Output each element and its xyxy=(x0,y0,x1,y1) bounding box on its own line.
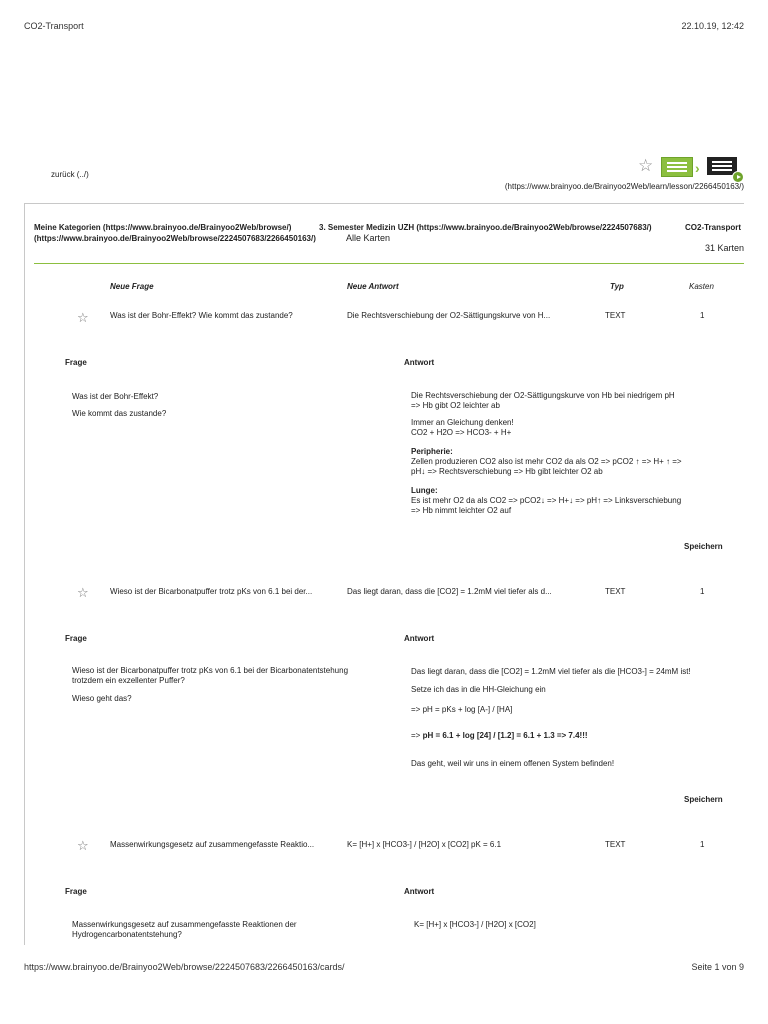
answer-line: Das liegt daran, dass die [CO2] = 1.2mM viel tiefer als die [HCO3-] = 24mM ist! xyxy=(411,667,691,676)
breadcrumb-item-categories[interactable]: Meine Kategorien (https://www.brainyoo.de/Brainyoo2Web/browse/) xyxy=(34,223,292,232)
star-icon[interactable]: ☆ xyxy=(77,585,89,600)
answer-line: => pH = 6.1 + log [24] / [1.2] = 6.1 + 1.3 => 7.4!!! xyxy=(411,731,588,740)
question-line: Wieso geht das? xyxy=(72,694,132,703)
answer-label: Antwort xyxy=(404,887,435,896)
card-question-preview[interactable]: Massenwirkungsgesetz auf zusammengefasste Reaktio... xyxy=(110,840,315,849)
card-answer-preview[interactable]: K= [H+] x [HCO3-] / [H2O] x [CO2] pK = 6.1 xyxy=(347,840,502,849)
card-answer-preview[interactable]: Die Rechtsverschiebung der O2-Sättigungskurve von H... xyxy=(347,311,551,320)
lesson-link[interactable]: (https://www.brainyoo.de/Brainyoo2Web/learn/lesson/2266450163/) xyxy=(504,182,744,191)
column-header-type[interactable]: Typ xyxy=(610,282,624,291)
filter-dropdown[interactable]: Alle Karten xyxy=(346,233,391,243)
question-line: Was ist der Bohr-Effekt? xyxy=(72,392,159,401)
chevron-right-icon: › xyxy=(695,160,700,176)
question-line: Wieso ist der Bicarbonatpuffer trotz pKs von 6.1 bei der Bicarbonatentstehung xyxy=(72,666,349,675)
question-label: Frage xyxy=(65,634,87,643)
answer-line: Es ist mehr O2 da als CO2 => pCO2↓ => H+↓ => pH↑ => Linksverschiebung xyxy=(411,496,682,505)
card-box: 1 xyxy=(700,587,705,596)
print-footer-page: Seite 1 von 9 xyxy=(691,962,744,972)
answer-line: pH↓ => Rechtsverschiebung => Hb gibt leichter O2 ab xyxy=(411,467,603,476)
divider xyxy=(34,263,744,264)
question-line: trotzdem ein exzellenter Puffer? xyxy=(72,676,185,685)
answer-heading: Peripherie: xyxy=(411,447,453,456)
print-title: CO2-Transport xyxy=(24,21,84,31)
answer-label: Antwort xyxy=(404,634,435,643)
card-type: TEXT xyxy=(605,311,626,320)
answer-line: => Hb gibt O2 leichter ab xyxy=(411,401,500,410)
content-frame-left xyxy=(24,203,25,945)
card-box: 1 xyxy=(700,840,705,849)
question-label: Frage xyxy=(65,358,87,367)
save-button[interactable]: Speichern xyxy=(684,542,723,551)
answer-line: Die Rechtsverschiebung der O2-Sättigungskurve von Hb bei niedrigem pH xyxy=(411,391,675,400)
answer-line: => pH = pKs + log [A-] / [HA] xyxy=(411,705,513,714)
answer-label: Antwort xyxy=(404,358,435,367)
save-button[interactable]: Speichern xyxy=(684,795,723,804)
star-icon[interactable]: ☆ xyxy=(77,838,89,853)
card-count: 31 Karten xyxy=(704,243,744,253)
answer-heading: Lunge: xyxy=(411,486,438,495)
card-answer-preview[interactable]: Das liegt daran, dass die [CO2] = 1.2mM viel tiefer als d... xyxy=(347,587,552,596)
star-icon[interactable]: ☆ xyxy=(77,310,89,325)
answer-line: Setze ich das in die HH-Gleichung ein xyxy=(411,685,546,694)
print-datetime: 22.10.19, 12:42 xyxy=(681,21,744,31)
column-header-box[interactable]: Kasten xyxy=(689,282,714,291)
breadcrumb-item-semester[interactable]: 3. Semester Medizin UZH (https://www.brainyoo.de/Brainyoo2Web/browse/2224507683/) xyxy=(319,223,652,232)
card-question-preview[interactable]: Wieso ist der Bicarbonatpuffer trotz pKs von 6.1 bei der... xyxy=(110,587,313,596)
card-question-preview[interactable]: Was ist der Bohr-Effekt? Wie kommt das zustande? xyxy=(110,311,293,320)
breadcrumb-lesson-url[interactable]: (https://www.brainyoo.de/Brainyoo2Web/browse/2224507683/2266450163/) xyxy=(34,234,316,243)
card-type: TEXT xyxy=(605,840,626,849)
question-label: Frage xyxy=(65,887,87,896)
breadcrumb-item-lesson[interactable]: CO2-Transport xyxy=(685,223,742,232)
answer-line: Das geht, weil wir uns in einem offenen System befinden! xyxy=(411,759,615,768)
column-header-answer[interactable]: Neue Antwort xyxy=(347,282,399,291)
answer-line: Immer an Gleichung denken! xyxy=(411,418,514,427)
star-icon[interactable]: ☆ xyxy=(638,156,654,175)
answer-line: Zellen produzieren CO2 also ist mehr CO2 da als O2 => pCO2 ↑ => H+ ↑ => xyxy=(411,457,682,466)
answer-line: CO2 + H2O => HCO3- + H+ xyxy=(411,428,512,437)
question-line: Hydrogencarbonatentstehung? xyxy=(72,930,182,939)
content-frame-top xyxy=(24,203,744,204)
question-line: Massenwirkungsgesetz auf zusammengefasste Reaktionen der xyxy=(72,920,297,929)
card-type: TEXT xyxy=(605,587,626,596)
print-footer-url: https://www.brainyoo.de/Brainyoo2Web/browse/2224507683/2266450163/cards/ xyxy=(24,962,345,972)
column-header-question[interactable]: Neue Frage xyxy=(110,282,154,291)
list-icon[interactable] xyxy=(661,157,693,177)
answer-line: K= [H+] x [HCO3-] / [H2O] x [CO2] xyxy=(414,920,536,929)
answer-line: => Hb nimmt leichter O2 auf xyxy=(411,506,512,515)
back-link[interactable]: zurück (../) xyxy=(51,170,89,179)
question-line: Wie kommt das zustande? xyxy=(72,409,167,418)
card-box: 1 xyxy=(700,311,705,320)
